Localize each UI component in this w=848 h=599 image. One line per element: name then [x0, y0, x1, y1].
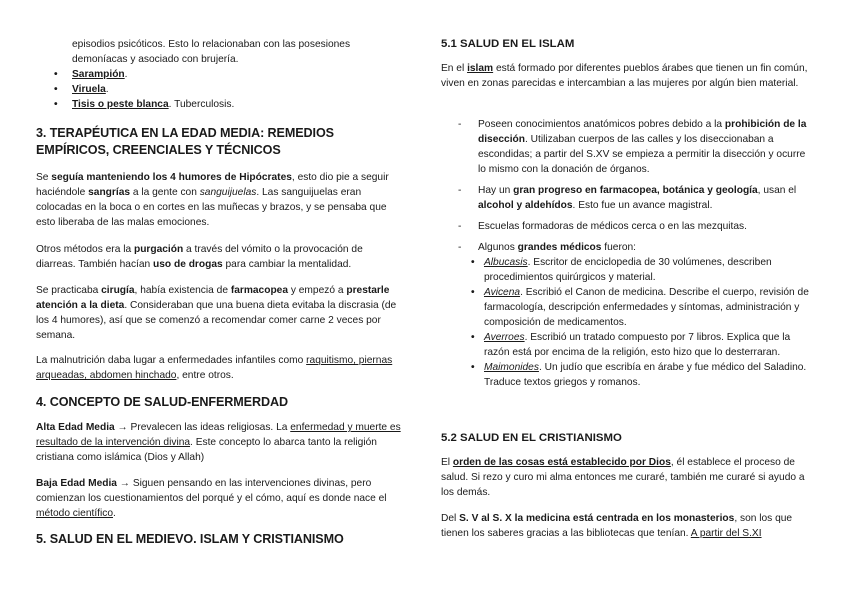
disease-name: Sarampión	[72, 69, 125, 80]
paragraph-purgacion: Otros métodos era la purgación a través del vómito o la provocación de diarreas. También hacían uso de drogas para cambiar la mentalidad.	[36, 244, 363, 270]
paragraph-baja-edad-media: Baja Edad Media → Siguen pensando en las intervenciones divinas, pero comienzan los cuestionamientos del porqué y el cómo, aquí es donde nace el método científico.	[36, 478, 387, 519]
paragraph-islam: En el islam está formado por diferentes pueblos árabes que tienen un fin común, viven en zonas parecidas e intercambian a las mujeres por algún bien material.	[441, 63, 808, 89]
section-heading-4: 4. CONCEPTO DE SALUD-ENFERMERDAD	[36, 395, 288, 409]
paragraph-alta-edad-media: Alta Edad Media → Prevalecen las ideas religiosas. La enfermedad y muerte es resultado de la intervención divina. Este concepto lo abarca tanto la religión cristiana como islámica (Dios y Allah)	[36, 422, 401, 463]
section-heading-5-1: 5.1 SALUD EN EL ISLAM	[441, 38, 575, 50]
list-item: • Sarampión.	[36, 67, 404, 82]
section-heading-5-2: 5.2 SALUD EN EL CRISTIANISMO	[441, 432, 622, 444]
paragraph-cirugia: Se practicaba cirugía, había existencia de farmacopea y empezó a prestarle atención a la dieta. Consideraban que una buena dieta evitaba la discrasia (de los 4 humores), así que se comenzó a recomendar comer carne 2 veces por semana.	[36, 285, 397, 341]
list-item: - Algunos grandes médicos fueron: • Albucasis. Escritor de enciclopedia de 30 volúmenes, describen procedimientos quirúrgicos y material. • Avicena. Escribió el Canon de medicina. Describe el cuerpo, revisión de farmacología, descripción enfermedades y síntomas, administración y composición de medicamentos. • Averroes. Escribió un tratado compuesto por 7 libros. Explica que la razón está por encima de la religión, esto hizo que lo desterraran. • Maimonides. Un judío que escribía en árabe y fue médico del Saladino. Traduce textos griegos y romanos.	[441, 240, 811, 390]
list-item: - Escuelas formadoras de médicos cerca o en las mezquitas.	[441, 219, 811, 234]
paragraph-monasterios: Del S. V al S. X la medicina está centrada en los monasterios, son los que tienen los saberes gracias a las bibliotecas que tenían. A partir del S.XI	[441, 513, 793, 539]
disease-name: Viruela	[72, 84, 106, 95]
islam-list	[441, 117, 811, 390]
paragraph-humores: Se seguía manteniendo los 4 humores de Hipócrates, esto dio pie a seguir haciéndole sangrías a la gente con sanguijuelas. Las sanguijuelas eran colocadas en la boca o en cortes en las muñecas y brazos, y se pensaba que esto liberaba de las malas emociones.	[36, 172, 389, 228]
paragraph-malnutricion: La malnutrición daba lugar a enfermedades infantiles como raquitismo, piernas arqueadas, abdomen hinchado, entre otros.	[36, 355, 393, 381]
list-item: - Hay un gran progreso en farmacopea, botánica y geología, usan el alcohol y aldehídos. Esto fue un avance magistral.	[441, 183, 811, 213]
section-heading-5: 5. SALUD EN EL MEDIEVO. ISLAM Y CRISTIANISMO	[36, 532, 344, 546]
disease-name: Tisis o peste blanca	[72, 99, 169, 110]
list-item: • Tisis o peste blanca. Tuberculosis.	[36, 97, 404, 112]
list-item: • Avicena. Escribió el Canon de medicina. Describe el cuerpo, revisión de farmacología, descripción enfermedades y síntomas, administración y composición de medicamentos.	[441, 285, 811, 330]
list-item: • Viruela.	[36, 82, 404, 97]
doctor-name: Albucasis	[484, 257, 528, 268]
doctor-name: Averroes	[484, 332, 525, 343]
paragraph-cristianismo: El orden de las cosas está establecido por Dios, él establece el proceso de salud. Si rezo y curo mi alma entonces me curaré, también me curaré si ayudo a los demás.	[441, 457, 805, 498]
list-item: • Averroes. Escribió un tratado compuesto por 7 libros. Explica que la razón está por encima de la religión, esto hizo que lo desterraran.	[441, 330, 811, 360]
list-item: • Albucasis. Escritor de enciclopedia de 30 volúmenes, describen procedimientos quirúrgicos y material.	[441, 255, 811, 285]
doctor-name: Maimonides	[484, 362, 539, 373]
disease-list	[36, 67, 404, 112]
doctor-name: Avicena	[484, 287, 521, 298]
doctors-list	[441, 255, 811, 390]
continuation-paragraph: episodios psicóticos. Esto lo relacionaban con las posesiones demoníacas y asociado con brujería.	[72, 39, 351, 65]
list-item: - Poseen conocimientos anatómicos pobres debido a la prohibición de la disección. Utilizaban cuerpos de las calles y los diseccionaban a escondidas; a partir del S.XV se empieza a permitir la disección y ocurre lo mismo con la donación de órganos.	[441, 117, 811, 177]
section-heading-3: 3. TERAPÉUTICA EN LA EDAD MEDIA: REMEDIOS EMPÍRICOS, CREENCIALES Y TÉCNICOS	[36, 126, 334, 157]
list-item: • Maimonides. Un judío que escribía en árabe y fue médico del Saladino. Traduce textos griegos y romanos.	[441, 360, 811, 390]
